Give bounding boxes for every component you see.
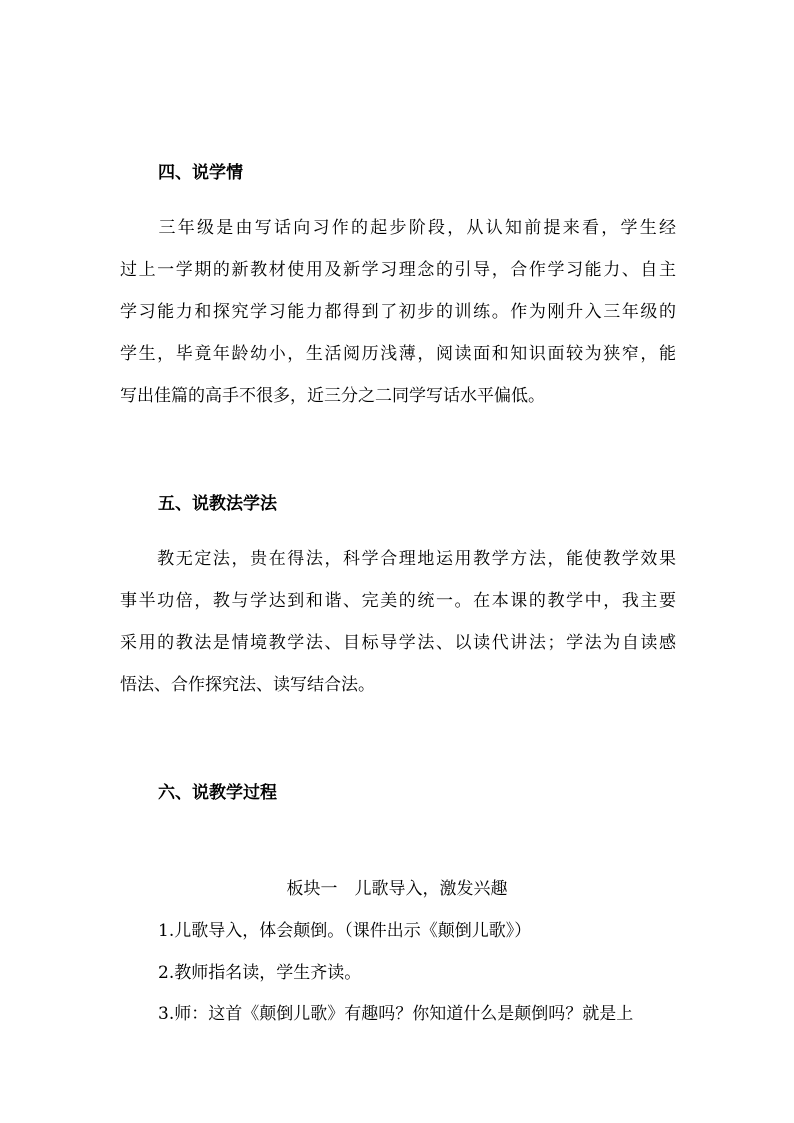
paragraph-line: 学生，毕竟年龄幼小，生活阅历浅薄，阅读面和知识面较为狭窄，能 — [120, 344, 676, 364]
process-item: 1.儿歌导入，体会颠倒。（课件出示《颠倒儿歌》） — [158, 921, 532, 941]
section-heading-xueqing: 四、说学情 — [158, 163, 243, 183]
paragraph-line: 采用的教法是情境教学法、目标导学法、以读代讲法；学法为自读感 — [120, 633, 676, 653]
paragraph-line: 教无定法，贵在得法，科学合理地运用教学方法，能使教学效果 — [120, 549, 676, 569]
process-item: 2.教师指名读，学生齐读。 — [158, 963, 362, 983]
paragraph-line: 三年级是由写话向习作的起步阶段，从认知前提来看，学生经 — [120, 218, 676, 238]
paragraph-line: 写出佳篇的高手不很多，近三分之二同学写话水平偏低。 — [120, 386, 545, 406]
sub-heading-bankuai-1: 板块一 儿歌导入，激发兴趣 — [286, 879, 508, 899]
paragraph-line: 学习能力和探究学习能力都得到了初步的训练。作为刚升入三年级的 — [120, 302, 676, 322]
paragraph-line: 事半功倍，教与学达到和谐、完美的统一。在本课的教学中，我主要 — [120, 591, 676, 611]
section-heading-jiaofa-xuefa: 五、说教法学法 — [158, 494, 277, 514]
paragraph-line: 悟法、合作探究法、读写结合法。 — [120, 675, 375, 695]
section-heading-jiaoxue-guocheng: 六、说教学过程 — [158, 783, 277, 803]
paragraph-line: 过上一学期的新教材使用及新学习理念的引导，合作学习能力、自主 — [120, 260, 676, 280]
process-item: 3.师：这首《颠倒儿歌》有趣吗？你知道什么是颠倒吗？就是上 — [158, 1004, 634, 1024]
